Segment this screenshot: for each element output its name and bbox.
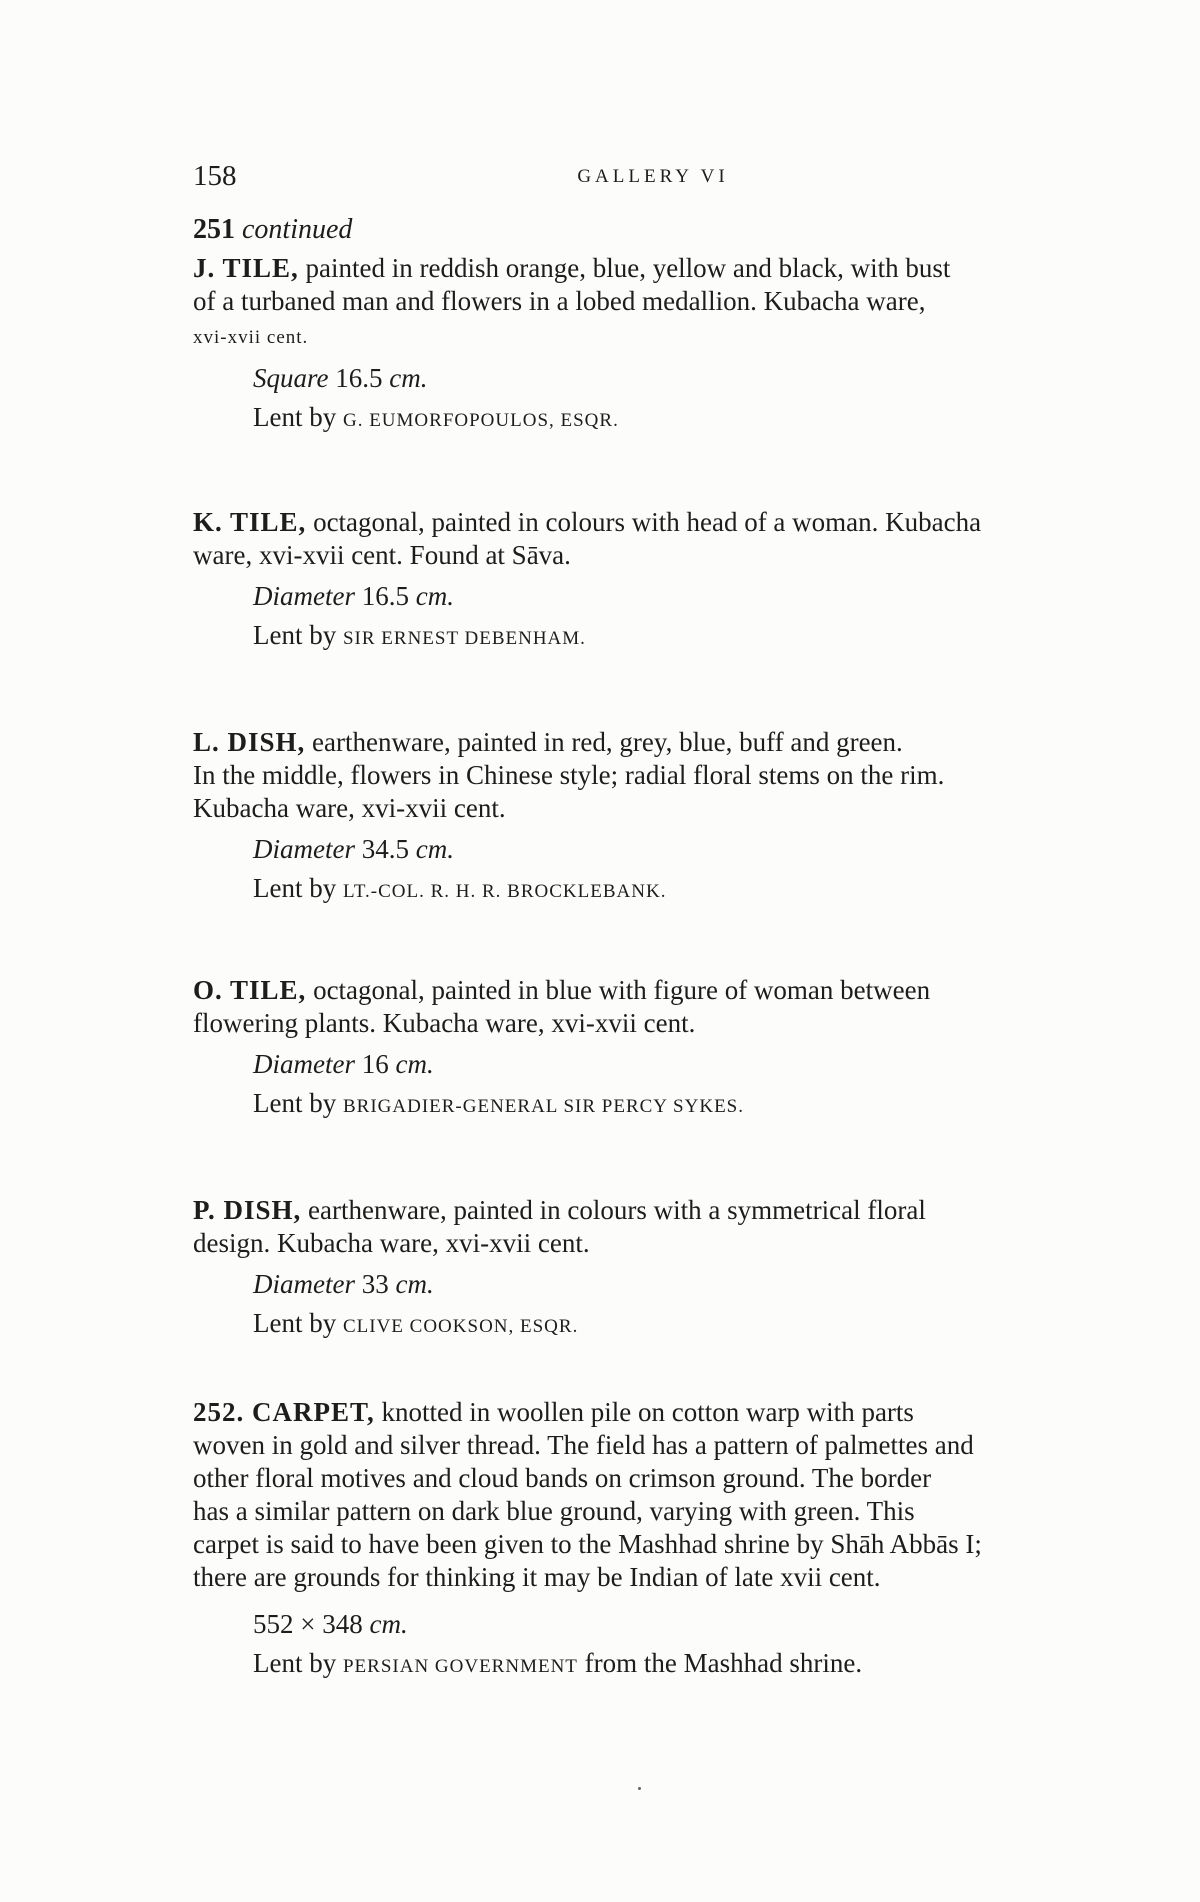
lent-prefix: Lent by <box>253 1088 337 1118</box>
dim-value: 34.5 <box>361 834 409 864</box>
entry-desc-line: design. Kubacha ware, xvi-xvii cent. <box>193 1228 590 1258</box>
entry-desc-line: earthenware, painted in red, grey, blue, buff and green. <box>312 727 903 757</box>
entry-desc-line: earthenware, painted in colours with a symmetrical floral <box>308 1195 926 1225</box>
entry-lender <box>193 1307 1113 1343</box>
dim-label: Square <box>253 363 329 393</box>
entry-desc-line: xvi-xvii cent. <box>193 327 309 348</box>
lender-name: BRIGADIER-GENERAL SIR PERCY SYKES. <box>342 1096 744 1117</box>
lender-name: SIR ERNEST DEBENHAM. <box>342 628 586 649</box>
page-header <box>193 160 1113 200</box>
continued-heading <box>193 214 352 246</box>
dim-label: Diameter <box>253 834 355 864</box>
entry-252-carpet <box>193 1396 1113 1683</box>
entry-dimensions <box>193 362 1113 395</box>
dim-value: 33 <box>361 1269 389 1299</box>
entry-desc-line: carpet is said to have been given to the Mashhad shrine by Shāh Abbās I; <box>193 1529 982 1559</box>
entry-desc-line: flowering plants. Kubacha ware, xvi-xvii cent. <box>193 1008 696 1038</box>
entry-desc-line: Kubacha ware, xvi-xvii cent. <box>193 793 506 823</box>
dim-unit: cm. <box>369 1609 408 1639</box>
dim-label: Diameter <box>253 581 355 611</box>
entry-desc-line: octagonal, painted in colours with head of a woman. Kubacha <box>313 507 982 537</box>
entry-j-tile <box>193 252 1113 437</box>
lent-prefix: Lent by <box>253 1308 337 1338</box>
lender-name: LT.-COL. R. H. R. BROCKLEBANK. <box>342 881 667 902</box>
entry-lender <box>193 1647 1113 1683</box>
entry-dimensions <box>193 1608 1113 1641</box>
dim-value: 16.5 <box>335 363 383 393</box>
entry-lender <box>193 401 1113 437</box>
entry-label: K. TILE, <box>193 507 307 537</box>
entry-o-tile <box>193 974 1113 1123</box>
dim-value: 16 <box>361 1049 389 1079</box>
running-head: GALLERY VI <box>577 166 729 187</box>
entry-dimensions <box>193 580 1113 613</box>
lender-name: PERSIAN GOVERNMENT <box>342 1656 578 1677</box>
entry-lender <box>193 619 1113 655</box>
entry-lender <box>193 1087 1113 1123</box>
entry-label: P. DISH, <box>193 1195 302 1225</box>
entry-desc-line: octagonal, painted in blue with figure of woman between <box>313 975 931 1005</box>
lent-prefix: Lent by <box>253 620 337 650</box>
entry-label: J. TILE, <box>193 253 299 283</box>
lent-prefix: Lent by <box>253 402 337 432</box>
entry-desc-line: woven in gold and silver thread. The field has a pattern of palmettes and <box>193 1430 974 1460</box>
entry-desc-line: has a similar pattern on dark blue ground, varying with green. This <box>193 1496 915 1526</box>
page-number: 158 <box>193 160 237 192</box>
lent-prefix: Lent by <box>253 873 337 903</box>
entry-label: 252. CARPET, <box>193 1397 375 1427</box>
lender-name: CLIVE COOKSON, ESQR. <box>342 1316 579 1337</box>
dim-label: Diameter <box>253 1269 355 1299</box>
continued-number: 251 <box>193 214 235 245</box>
dim-unit: cm. <box>415 834 454 864</box>
entry-p-dish <box>193 1194 1113 1343</box>
entry-desc-line: painted in reddish orange, blue, yellow and black, with bust <box>305 253 951 283</box>
lent-suffix: from the Mashhad shrine. <box>584 1648 863 1678</box>
dim-value: 552 × 348 <box>253 1609 363 1639</box>
entry-desc-line: of a turbaned man and flowers in a lobed medallion. Kubacha ware, <box>193 286 926 316</box>
dim-unit: cm. <box>415 581 454 611</box>
entry-desc-line: In the middle, flowers in Chinese style; radial floral stems on the rim. <box>193 760 945 790</box>
entry-label: L. DISH, <box>193 727 306 757</box>
entry-k-tile <box>193 506 1113 655</box>
entry-lender <box>193 872 1113 908</box>
entry-desc-line: knotted in woollen pile on cotton warp with parts <box>381 1397 914 1427</box>
dim-value: 16.5 <box>361 581 409 611</box>
dim-unit: cm. <box>389 363 428 393</box>
entry-desc-line: other floral motives and cloud bands on crimson ground. The border <box>193 1463 932 1493</box>
entry-dimensions <box>193 833 1113 866</box>
print-speck <box>638 1787 641 1790</box>
entry-desc-line: there are grounds for thinking it may be Indian of late xvii cent. <box>193 1562 881 1592</box>
entry-l-dish <box>193 726 1113 908</box>
entry-dimensions <box>193 1048 1113 1081</box>
entry-desc-line: ware, xvi-xvii cent. Found at Sāva. <box>193 540 571 570</box>
continued-text: continued <box>242 214 353 245</box>
entry-label: O. TILE, <box>193 975 307 1005</box>
lender-name: G. EUMORFOPOULOS, ESQR. <box>342 410 619 431</box>
dim-unit: cm. <box>395 1269 434 1299</box>
entry-dimensions <box>193 1268 1113 1301</box>
dim-unit: cm. <box>395 1049 434 1079</box>
lent-prefix: Lent by <box>253 1648 337 1678</box>
dim-label: Diameter <box>253 1049 355 1079</box>
